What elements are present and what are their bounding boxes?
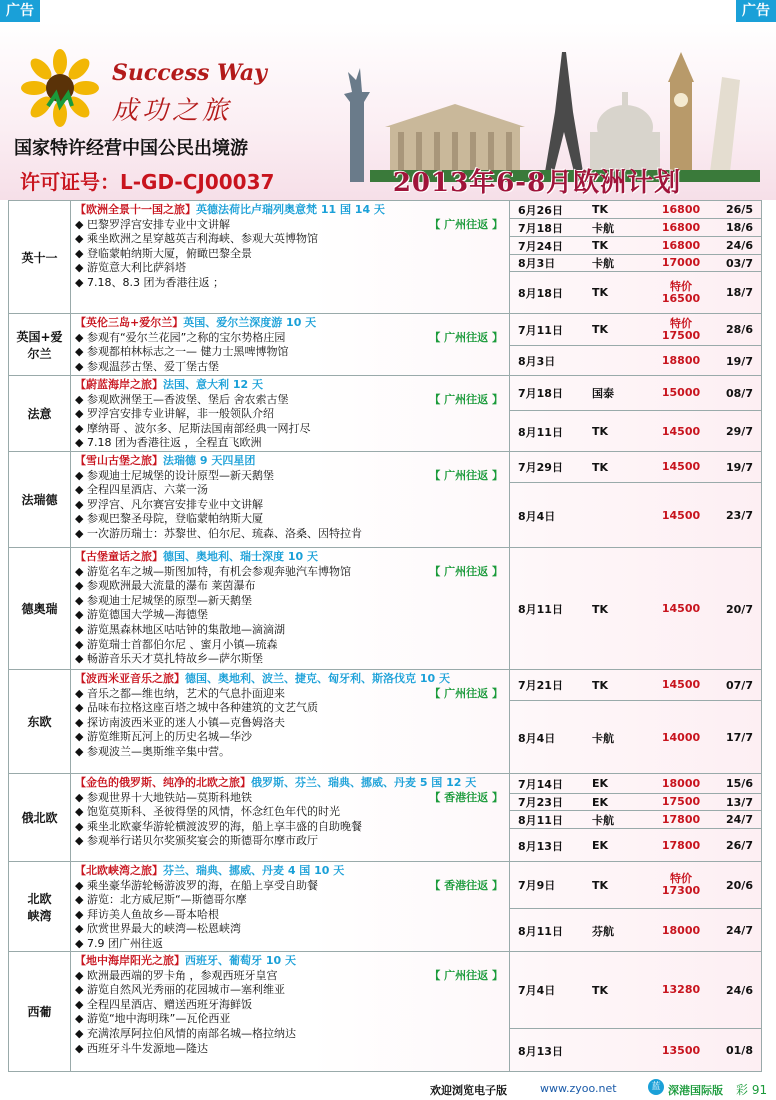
- airline: TK: [592, 203, 609, 216]
- return-date: 19/7: [726, 354, 753, 368]
- departure-schedule: [509, 862, 761, 951]
- tour-highlight: ◆ 全程四星酒店、赠送西班牙海鲜饭: [75, 998, 507, 1013]
- airline: 芬航: [592, 924, 614, 938]
- departure-city: 【 广州往返 】: [429, 686, 503, 700]
- tour-highlight: ◆ 参观都柏林标志之一— 健力士黑啤博物馆: [75, 345, 507, 360]
- tour-highlight: ◆ 游览德国大学城—海德堡: [75, 608, 507, 623]
- tour-highlight: ◆ 探访南波西米亚的迷人小镇—克鲁姆洛夫: [75, 716, 507, 731]
- footer: [0, 1076, 776, 1100]
- price: 18000: [661, 776, 701, 790]
- airline: TK: [592, 983, 609, 997]
- return-date: 24/7: [726, 813, 753, 826]
- price: 16800: [661, 202, 701, 216]
- departure-city: 【 香港往返 】: [429, 790, 503, 804]
- price: 特价 17500: [661, 316, 701, 342]
- tour-highlight: ◆ 参观巴黎圣母院，登临蒙帕纳斯大厦: [75, 512, 507, 527]
- airline: TK: [592, 460, 609, 474]
- tour-highlight: ◆ 参观欧洲最大流量的瀑布 莱茵瀑布: [75, 579, 507, 594]
- return-date: 23/7: [726, 509, 753, 522]
- airline: 卡航: [592, 731, 614, 745]
- tour-highlight: ◆ 全程四星酒店、六菜一汤: [75, 483, 507, 498]
- departure-row: [510, 548, 761, 670]
- departure-date: 8月11日: [518, 813, 563, 827]
- tour-highlight: ◆ 参观举行诺贝尔奖颁奖宴会的斯德哥尔摩市政厅: [75, 834, 507, 849]
- departure-date: 8月11日: [518, 924, 563, 938]
- departure-date: 7月18日: [518, 387, 563, 400]
- tour-title: 【北欧峡湾之旅】: [75, 864, 163, 877]
- departure-row: [510, 218, 761, 236]
- departure-city: 【 广州往返 】: [429, 392, 503, 406]
- tour-subtitle: 德国、奥地利、波兰、捷克、匈牙利、斯洛伐克 10 天: [185, 672, 450, 685]
- price: 16800: [661, 238, 701, 252]
- departure-row: [510, 410, 761, 452]
- tour-row: [9, 547, 761, 669]
- departure-city: 【 香港往返 】: [429, 878, 503, 892]
- departure-schedule: [509, 670, 761, 773]
- tour-highlight: ◆ 拜访美人鱼故乡—哥本哈根: [75, 908, 507, 923]
- departure-date: 7月9日: [518, 879, 556, 892]
- airline: EK: [592, 795, 609, 809]
- tour-subtitle: 芬兰、瑞典、挪威、丹麦 4 国 10 天: [163, 864, 345, 877]
- brand-name-en: Success Way: [112, 60, 267, 86]
- tour-subtitle: 俄罗斯、芬兰、瑞典、挪威、丹麦 5 国 12 天: [251, 776, 477, 789]
- departure-date: 7月23日: [518, 796, 563, 809]
- departure-city: 【 广州往返 】: [429, 217, 503, 231]
- departure-row: [510, 271, 761, 313]
- departure-row: [510, 700, 761, 774]
- airline: 卡航: [592, 813, 614, 827]
- departure-schedule: [509, 452, 761, 547]
- price: 17500: [661, 795, 701, 808]
- tour-highlight: ◆ 饱览莫斯科、圣彼得堡的风情，怀念红色年代的时光: [75, 805, 507, 820]
- return-date: 13/7: [726, 795, 753, 809]
- return-date: 20/7: [726, 602, 753, 616]
- tour-highlight: ◆ 乘坐欧洲之星穿越英吉利海峡、参观大英博物馆: [75, 232, 507, 247]
- tour-highlight: ◆ 7.18 团为香港往返 ，全程直飞欧洲: [75, 436, 507, 451]
- tour-highlight: ◆ 7.18、8.3 团为香港往返 ；: [75, 276, 507, 291]
- departure-date: 6月26日: [518, 203, 563, 217]
- departure-date: 7月11日: [518, 323, 563, 337]
- tour-highlight: ◆ 乘坐北欧豪华游轮横渡波罗的海，船上享丰盛的自助晚餐: [75, 820, 507, 835]
- tour-subtitle: 西班牙、葡萄牙 10 天: [185, 954, 296, 967]
- departure-row: [510, 908, 761, 952]
- departure-date: 8月3日: [518, 257, 556, 270]
- airline: TK: [592, 425, 609, 438]
- tour-highlight: ◆ 充满浓厚阿拉伯风情的南部名城—格拉纳达: [75, 1027, 507, 1042]
- return-date: 03/7: [726, 256, 753, 270]
- tour-highlight: ◆ 罗浮宫、凡尔赛宫安排专业中文讲解: [75, 498, 507, 513]
- departure-date: 7月29日: [518, 461, 563, 474]
- price: 14500: [661, 678, 701, 691]
- return-date: 18/7: [726, 286, 753, 299]
- tour-row: [9, 451, 761, 547]
- tour-region: 德奥瑞: [9, 548, 71, 669]
- departure-schedule: [509, 774, 761, 861]
- return-date: 29/7: [726, 425, 753, 438]
- tour-title: 【古堡童话之旅】: [75, 550, 163, 563]
- price: 13500: [661, 1043, 701, 1057]
- price: 16800: [661, 220, 701, 234]
- departure-row: [510, 1028, 761, 1072]
- return-date: 26/7: [726, 839, 753, 852]
- tour-description: [75, 316, 507, 374]
- return-date: 19/7: [726, 460, 753, 474]
- departure-date: 8月4日: [518, 731, 556, 745]
- header-banner: [0, 22, 776, 200]
- departure-city: 【 广州往返 】: [429, 330, 503, 344]
- ad-label-right: 广告: [736, 0, 776, 22]
- departure-row: [510, 482, 761, 548]
- tour-description: [75, 378, 507, 451]
- price: 特价 16500: [661, 279, 701, 305]
- price: 18000: [661, 923, 701, 937]
- tour-region: 北欧 峡湾: [9, 862, 71, 951]
- departure-row: [510, 952, 761, 1028]
- return-date: 17/7: [726, 731, 753, 744]
- departure-row: [510, 774, 761, 793]
- departure-schedule: [509, 548, 761, 669]
- tour-region: 英国+爱尔兰: [9, 314, 71, 375]
- price: 14500: [661, 424, 701, 438]
- tour-region: 法意: [9, 376, 71, 451]
- departure-date: 8月11日: [518, 603, 563, 616]
- tour-subtitle: 英德法荷比卢瑞列奥意梵 11 国 14 天: [196, 203, 385, 216]
- price: 17000: [661, 256, 701, 269]
- tour-highlight: ◆ 欧洲最西端的罗卡角 ，参观西班牙皇宫: [75, 969, 507, 984]
- tour-highlight: ◆ 登临蒙帕纳斯大厦，俯瞰巴黎全景: [75, 247, 507, 262]
- return-date: 24/6: [726, 239, 753, 252]
- tour-highlight: ◆ 游览名车之城—斯图加特，有机会参观奔驰汽车博物馆: [75, 565, 507, 580]
- footer-edition: 深港国际版: [668, 1084, 723, 1097]
- tour-highlight: ◆ 参观迪士尼城堡的设计原型—新天鹅堡: [75, 469, 507, 484]
- tour-region: 东欧: [9, 670, 71, 773]
- tour-highlight: ◆ 游览意大利比萨斜塔: [75, 261, 507, 276]
- departure-city: 【 广州往返 】: [429, 564, 503, 578]
- tour-highlight: ◆ 游览自然风光秀丽的花园城市—塞利维亚: [75, 983, 507, 998]
- tour-highlight: ◆ 一次游历瑞士：苏黎世、伯尔尼、琉森、洛桑、因特拉肯: [75, 527, 507, 542]
- plan-title: 2013年6-8月欧洲计划: [392, 168, 682, 198]
- tour-description: [75, 203, 507, 291]
- airline: EK: [592, 777, 609, 790]
- footer-website-link[interactable]: www.zyoo.net: [540, 1082, 617, 1095]
- departure-schedule: [509, 201, 761, 313]
- departure-row: [510, 201, 761, 218]
- return-date: 24/6: [726, 983, 753, 997]
- departure-row: [510, 828, 761, 862]
- landmarks-skyline-illustration: [330, 32, 760, 182]
- tour-row: [9, 861, 761, 951]
- license-number: 许可证号：L-GD-CJ00037: [20, 170, 275, 194]
- departure-date: 8月11日: [518, 425, 563, 439]
- airline: TK: [592, 323, 609, 336]
- departure-date: 8月13日: [518, 839, 563, 853]
- tour-row: [9, 669, 761, 773]
- price: 特价 17300: [661, 872, 701, 897]
- tour-title: 【地中海岸阳光之旅】: [75, 954, 185, 967]
- tour-highlight: ◆ 西班牙斗牛发源地—隆达: [75, 1042, 507, 1057]
- tour-title: 【蔚蓝海岸之旅】: [75, 378, 163, 391]
- tagline: 国家特许经营中国公民出境游: [14, 138, 248, 159]
- departure-city: 【 广州往返 】: [429, 468, 503, 482]
- departure-row: [510, 376, 761, 410]
- departure-date: 7月4日: [518, 984, 556, 997]
- airline: 卡航: [592, 257, 614, 270]
- return-date: 01/8: [726, 1044, 753, 1057]
- airline: TK: [592, 602, 609, 616]
- tour-region: 西葡: [9, 952, 71, 1071]
- footer-page-number: 彩 91: [736, 1083, 768, 1097]
- departure-row: [510, 670, 761, 700]
- tour-highlight: ◆ 7.9 团广州往返: [75, 937, 507, 952]
- tour-description: [75, 776, 507, 849]
- tour-highlight: ◆ 巴黎罗浮宫安排专业中文讲解: [75, 218, 507, 233]
- footer-welcome: 欢迎浏览电子版: [430, 1084, 507, 1097]
- brand-name-cn: 成功之旅: [112, 96, 233, 126]
- price: 14000: [661, 730, 701, 744]
- airline: TK: [592, 286, 609, 299]
- return-date: 24/7: [726, 924, 753, 937]
- tour-description: [75, 454, 507, 542]
- tour-title: 【欧洲全景十一国之旅】: [75, 203, 196, 216]
- departure-row: [510, 236, 761, 254]
- tour-region: 俄北欧: [9, 774, 71, 861]
- tour-row: [9, 313, 761, 375]
- tour-description: [75, 672, 507, 760]
- tour-highlight: ◆ 摩纳哥 、波尔多、尼斯法国南部经典一网打尽: [75, 422, 507, 437]
- departure-schedule: [509, 314, 761, 375]
- tour-subtitle: 法瑞德 9 天四星团: [163, 454, 256, 467]
- airline: TK: [592, 678, 609, 692]
- return-date: 20/6: [726, 878, 753, 892]
- departure-row: [510, 254, 761, 271]
- return-date: 15/6: [726, 777, 753, 790]
- tour-region: 法瑞德: [9, 452, 71, 547]
- tour-highlight: ◆ 参观温莎古堡、爱丁堡古堡: [75, 360, 507, 375]
- tour-highlight: ◆ 游览黑森林地区咕咕钟的集散地—滴滴湖: [75, 623, 507, 638]
- tour-subtitle: 法国、意大利 12 天: [163, 378, 263, 391]
- itinerary-table: [8, 200, 762, 1072]
- tour-highlight: ◆ 乘坐豪华游轮畅游波罗的海，在船上享受自助餐: [75, 879, 507, 894]
- airline: EK: [592, 839, 609, 852]
- price: 13280: [661, 983, 701, 996]
- tour-highlight: ◆ 品味布拉格这座百塔之城中各种建筑的文艺气质: [75, 701, 507, 716]
- departure-row: [510, 862, 761, 908]
- airline: 卡航: [592, 221, 614, 235]
- departure-row: [510, 345, 761, 376]
- departure-schedule: [509, 952, 761, 1071]
- airline: TK: [592, 878, 609, 892]
- sunflower-logo-icon: [20, 48, 100, 128]
- tour-row: [9, 375, 761, 451]
- departure-date: 8月3日: [518, 355, 556, 368]
- price: 14500: [661, 460, 701, 473]
- tour-highlight: ◆ 参观有“爱尔兰花园”之称的宝尔势格庄园: [75, 331, 507, 346]
- departure-date: 8月18日: [518, 286, 563, 300]
- departure-date: 7月21日: [518, 679, 563, 692]
- tour-highlight: ◆ 游览：北方威尼斯“—斯德哥尔摩: [75, 893, 507, 908]
- tour-highlight: ◆ 参观迪士尼城堡的原型—新天鹅堡: [75, 594, 507, 609]
- return-date: 08/7: [726, 386, 753, 400]
- departure-row: [510, 793, 761, 810]
- return-date: 28/6: [726, 323, 753, 336]
- price: 14500: [661, 602, 701, 615]
- airline: TK: [592, 239, 609, 252]
- tour-row: [9, 201, 761, 313]
- tour-title: 【金色的俄罗斯、纯净的北欧之旅】: [75, 776, 251, 789]
- tour-highlight: ◆ 音乐之都—维也纳，艺术的气息扑面迎来: [75, 687, 507, 702]
- tour-highlight: ◆ 游览维斯瓦河上的历史名城—华沙: [75, 730, 507, 745]
- departure-row: [510, 810, 761, 828]
- tour-title: 【英伦三岛+爱尔兰】: [75, 316, 184, 329]
- ad-label-left: 广告: [0, 0, 40, 22]
- tour-highlight: ◆ 参观波兰—奥斯维辛集中营。: [75, 745, 507, 760]
- tour-description: [75, 864, 507, 952]
- return-date: 07/7: [726, 678, 753, 692]
- price: 14500: [661, 508, 701, 522]
- departure-schedule: [509, 376, 761, 451]
- tour-region: 英十一: [9, 201, 71, 313]
- tour-highlight: ◆ 游览“地中海明珠”—瓦伦西亚: [75, 1012, 507, 1027]
- departure-row: [510, 452, 761, 482]
- departure-date: 7月18日: [518, 221, 563, 235]
- departure-city: 【 广州往返 】: [429, 968, 503, 982]
- return-date: 18/6: [726, 221, 753, 234]
- tour-highlight: ◆ 罗浮宫安排专业讲解，非一般领队介绍: [75, 407, 507, 422]
- departure-date: 7月24日: [518, 239, 563, 253]
- tour-highlight: ◆ 参观世界十大地铁站—莫斯科地铁: [75, 791, 507, 806]
- tour-highlight: ◆ 畅游音乐天才莫扎特故乡—萨尔斯堡: [75, 652, 507, 667]
- departure-date: 8月13日: [518, 1044, 563, 1058]
- tour-subtitle: 德国、奥地利、瑞士深度 10 天: [163, 550, 318, 563]
- departure-row: [510, 314, 761, 345]
- departure-date: 8月4日: [518, 509, 556, 523]
- airline: 国泰: [592, 387, 614, 400]
- return-date: 26/5: [726, 203, 753, 216]
- price: 15000: [661, 386, 701, 399]
- price: 17800: [661, 838, 701, 852]
- tour-highlight: ◆ 游览瑞士首都伯尔尼 、蜜月小镇—琉森: [75, 638, 507, 653]
- price: 17800: [661, 812, 701, 826]
- tour-subtitle: 英国、爱尔兰深度游 10 天: [183, 316, 317, 329]
- tour-row: [9, 951, 761, 1071]
- footer-badge-icon: 蓝: [648, 1079, 664, 1095]
- tour-row: [9, 773, 761, 861]
- tour-description: [75, 550, 507, 667]
- price: 18800: [661, 354, 701, 367]
- departure-date: 7月14日: [518, 777, 563, 791]
- tour-description: [75, 954, 507, 1056]
- tour-highlight: ◆ 欣赏世界最大的峡湾—松恩峡湾: [75, 922, 507, 937]
- tour-highlight: ◆ 参观欧洲堡王—香波堡、堡后 舍农索古堡: [75, 393, 507, 408]
- tour-title: 【波西米亚音乐之旅】: [75, 672, 185, 685]
- tour-title: 【雪山古堡之旅】: [75, 454, 163, 467]
